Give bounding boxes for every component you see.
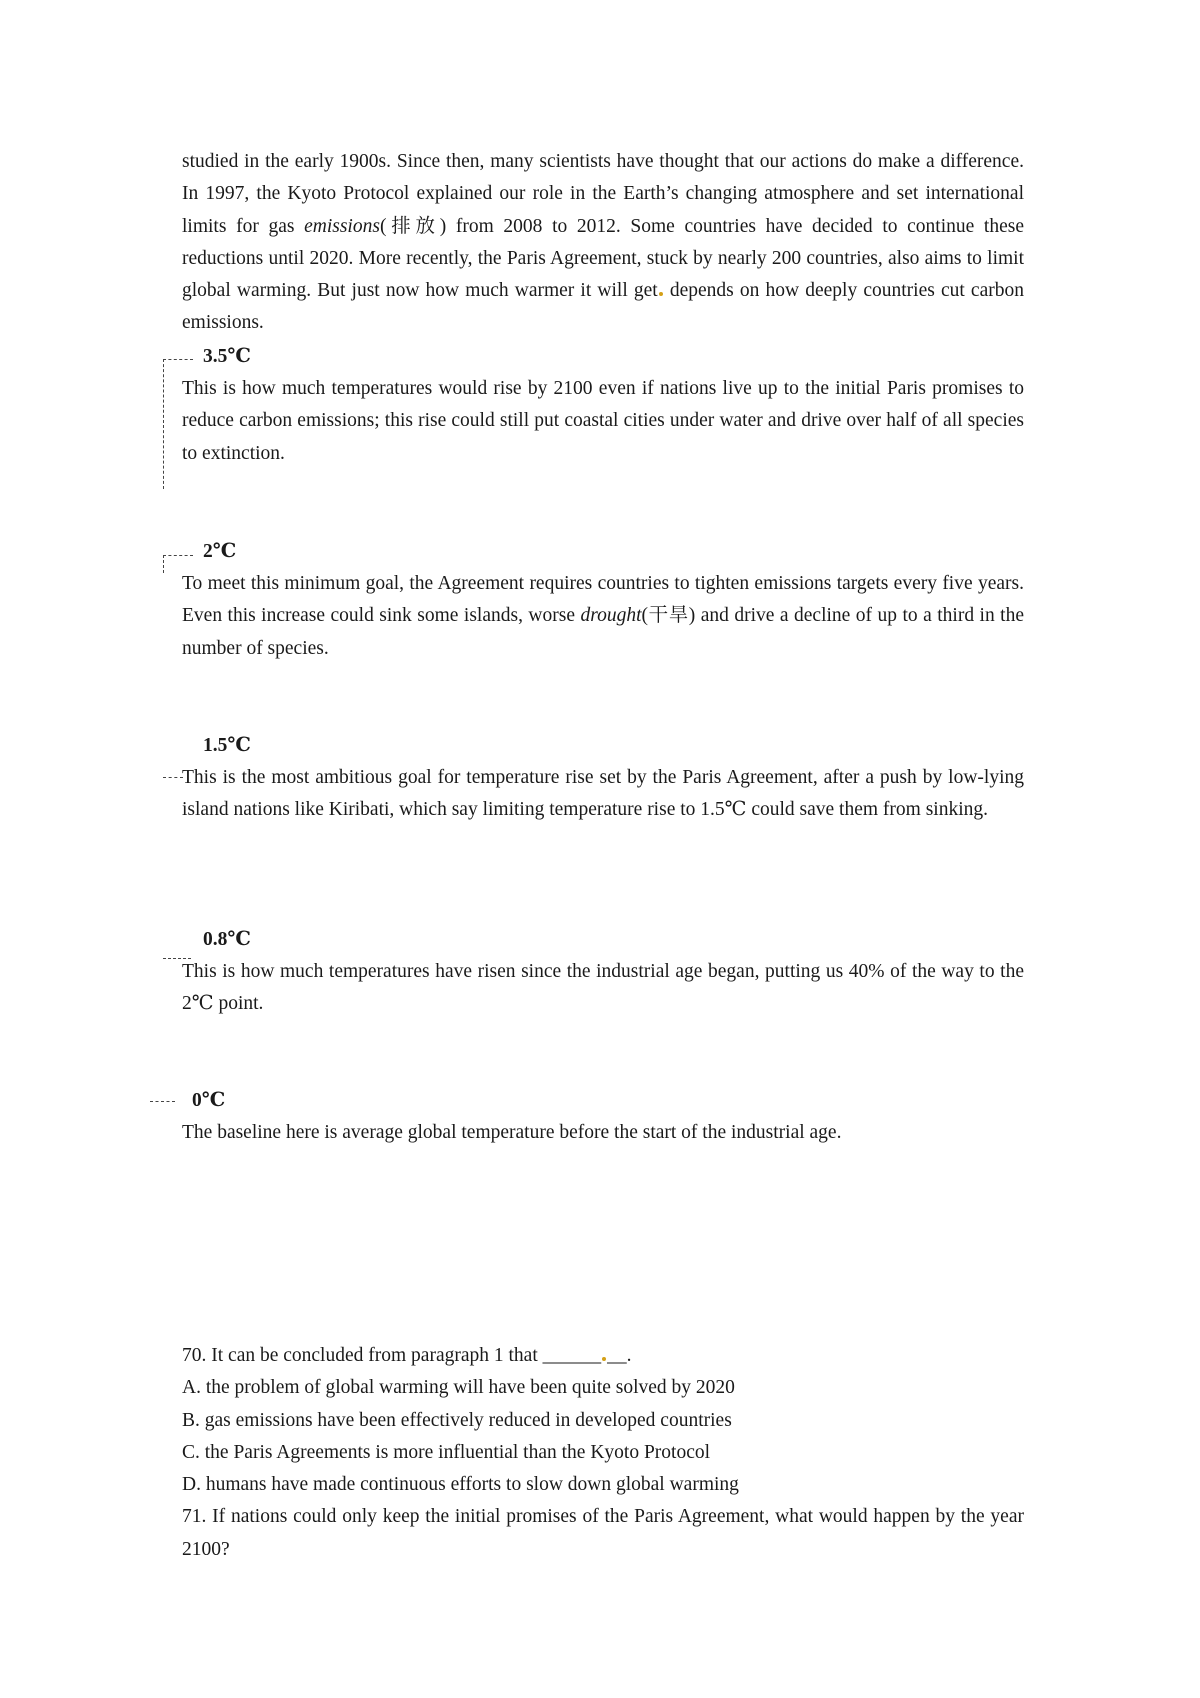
scale-dash xyxy=(163,359,193,360)
scale-dash xyxy=(163,555,193,556)
intro-text-3: depends on how deeply countries cut carbon emissions. xyxy=(182,280,1024,334)
question-70-option-c: C. the Paris Agreements is more influential than the Kyoto Protocol xyxy=(182,1441,711,1463)
highlight-marker xyxy=(659,292,663,296)
level-text-b: (干旱) and drive a decline of up to a third in the number of species. xyxy=(182,605,1024,659)
intro-emphasis: emissions xyxy=(304,215,380,237)
level-description: The baseline here is average global temperature before the start of the industrial age. xyxy=(182,1122,842,1143)
scale-bracket xyxy=(163,359,164,489)
question-71-stem: 71. If nations could only keep the initial promises of the Paris Agreement, what would happen by the year 2100? xyxy=(182,1506,1024,1560)
intro-text-2: (排放) from 2008 to 2012. Some countries have decided to continue these reductions until 2020. More recently, the Paris Agreement, stuck by nearly 200 countries, also aims to limit global warming. But just now how much warmer it will get xyxy=(182,215,1024,302)
level-temp: 0.8℃ xyxy=(203,929,251,950)
level-description xyxy=(182,568,1024,665)
question-70-stem: 70. It can be concluded from paragraph 1 that ______ __. xyxy=(182,1345,632,1366)
question-70-option-a: A. the problem of global warming will have been quite solved by 2020 xyxy=(182,1377,735,1399)
level-temp: 0℃ xyxy=(192,1090,226,1111)
questions-section xyxy=(182,1340,1024,1566)
intro-text-1: studied in the early 1900s. Since then, many scientists have thought that our actions do make a difference. In 1997, the Kyoto Protocol explained our role in the Earth’s changing atmosphere and set international limits for gas xyxy=(182,151,1024,237)
highlight-marker xyxy=(602,1357,606,1361)
level-temp: 2℃ xyxy=(203,541,237,562)
level-text-a: To meet this minimum goal, the Agreement requires countries to tighten emissions targets every five years. Even this increase could sink some islands, worse xyxy=(182,573,1024,627)
question-70-option-d: D. humans have made continuous efforts to slow down global warming xyxy=(182,1474,739,1496)
level-emphasis: drought xyxy=(580,605,642,627)
level-temp: 3.5℃ xyxy=(203,346,251,367)
level-description: This is how much temperatures would rise by 2100 even if nations live up to the initial Paris promises to reduce carbon emissions; this rise could still put coastal cities under water and drive over half of all species to extinction. xyxy=(182,378,1024,464)
scale-dash xyxy=(163,777,183,778)
scale-bracket xyxy=(163,555,164,573)
scale-dash xyxy=(150,1101,175,1102)
level-description: This is the most ambitious goal for temperature rise set by the Paris Agreement, after a push by low-lying island nations like Kiribati, which say limiting temperature rise to 1.5℃ could save them from sinking. xyxy=(182,767,1024,821)
level-description: This is how much temperatures have risen since the industrial age began, putting us 40% of the way to the 2℃ point. xyxy=(182,961,1024,1015)
question-70-option-b: B. gas emissions have been effectively reduced in developed countries xyxy=(182,1409,732,1431)
level-temp: 1.5℃ xyxy=(203,735,251,756)
intro-paragraph xyxy=(182,146,1024,340)
